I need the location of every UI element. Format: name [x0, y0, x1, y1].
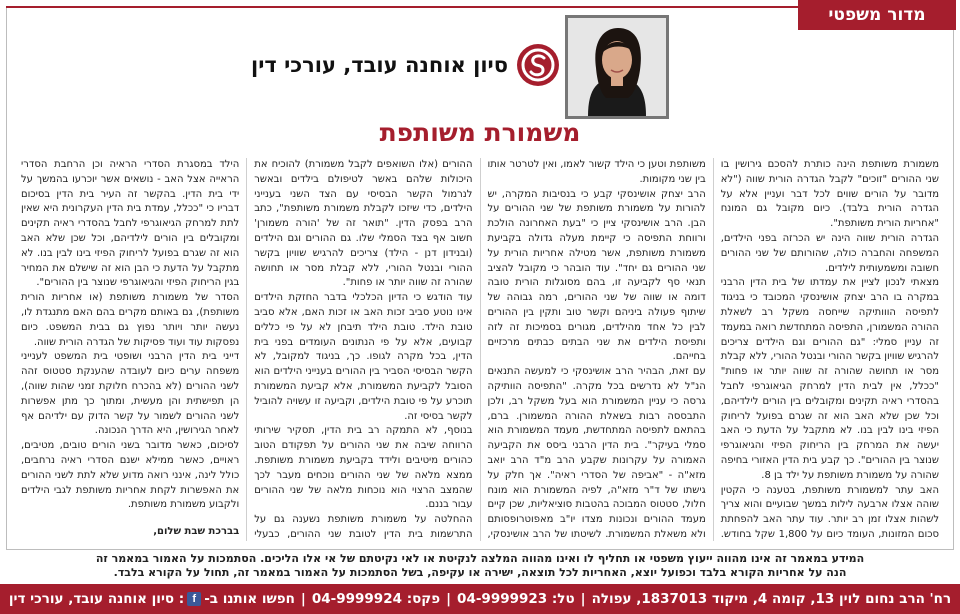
paragraph: האב עתר למשמורת משותפת, בטענה כי הקטין שוהה אצלו ארבעה לילות במשך שבועיים והוא צריך לשהות אצלו זמן רב יותר. עוד עתר האב להפחתת סכום המזונות, העומד כיום על 1,800 שקל בחודש.	[720, 484, 939, 540]
article-column-1	[713, 158, 946, 541]
paragraph: מצאתי לנכון לציין את עמדתו של בית הדין הרבני במקרה בו הרב יצחק אושינסקי המכובד כי בניגוד לתפיסה הווותיקה שייחסה משקל רב לשאלת ההורה המשמורן, התפיסה המתחדשת רואה במעמד זה עניין סמלי: "גם ההורים וגם הילדים צריכים להרגיש שוויון בקשר ההורי ובנטל ההורי, ללא קבלת מסר או תחושה שהורה זה שווה יותר או פחות" "ככלל, אין לבית הדין למרחק הגיאוגרפי לחבל בהסדרי ראיה תקינים ומקובלים בין הורים לילדיהם, וכל שכן שלא האב הוא זה שגרם בפועל לריחוק הפיזי בינו לבין בנו. לא מתקבל על הדעת כי האב יעשה את המרחק בין הריחוק הפיזי והגיאוגרפי שנוצר בין ההורים". כך קבע בית הדין האזורי בחיפה שהורה על משמורת משותפת על ילד בן 8.	[720, 277, 939, 481]
author-name: סיון אוחנה עובד, עורכי דין	[251, 53, 508, 77]
author-photo	[565, 15, 669, 119]
paragraph: הילד במסגרת הסדרי הראיה וכן הרחבת הסדרי הראייה אצל האב - נושאים אשר יוכרעו בהמשך על ידי בית הדין. בהקשר זה העיר בית הדין בסיכום דבריו כי "ככלל, עמדת בית הדין העקרונית היא שאין לתת למרחק הגיאוגרפי לחבל בהסדרי ראיה תקינים ומקובלים בין הורים לילדיהם, וכל שכן שלא האב הוא זה שגרם בפועל לריחוק הפיזי בינו לבין בנו. לא מתקבל על הדעת כי הבן הוא זה שישלם את המחיר בגין הריחוק הפיזי והגיאוגרפי שנוצר בין ההורים".	[21, 159, 240, 289]
facebook-icon[interactable]: f	[187, 592, 201, 606]
section-tag: מדור משפטי	[798, 0, 956, 30]
signoff	[21, 525, 239, 541]
footer-separator: |	[580, 591, 586, 607]
footer-separator: |	[446, 591, 452, 607]
section-rule	[6, 6, 798, 8]
footer-follow-prefix: חפשו אותנו ב-	[204, 591, 295, 607]
paragraph: עם זאת, הבהיר הרב אושינסקי כי למעשה התנאים הנ"ל לא נדרשים בכל מקרה. "התפיסה הוותיקה גרסה כי עניין המשמורת הוא בעל משקל רב, ולכן התבססה רבות בשאלת ההורה המשמורן. ברם, בהתאם לתפיסה המתחדשת, מעמד המשמורת הוא סמלי בעיקר". בית הדין הרבני ביסס את הקביעה האמורה על עקרונות שקבע הרב מ"ד הרב יואב מזא"ה - "אביפה של הסדרי ראיה". אך חלק על גישתו של ד"ר מזא"ה, לפיה המשמורת הוא מונח חלול, סטטוס המבוכה בהטבות סוציאליות, שכן קיים מעמד ההורים ונכונות מצדו יו"ב מאפוטרופסותם ולא משאלת המשמורת. לשיטתו של הרב אושינסקי,	[487, 366, 706, 540]
signoff-greeting: בברכת שבת שלום,	[153, 526, 240, 538]
paragraph: עוד הודגש כי הדיון הכלכלי בדבר החזקת הילדים אינו נוטע סביב זכות האב או זכות האם, אלא סביב טובת הילד. טובת הילד תיבחן לא על פי כללים קבועים, אלא על פי הנתונים העומדים בפני בית הדין, בכל מקרה לגופו. כך, בניגוד למקובל, לא הקשר הבסיסי הסביר בין ההורים בענייני הילדים הוא הסובל לקביעת המשמורת, אלא קביעת המשמורת תוכרע על פי טובת הילדים, וקביעה זו עשויה להוביל לקשר בסיסי זה.	[254, 292, 473, 422]
legal-disclaimer	[10, 552, 950, 580]
paragraph: הגדרה הורית שווה הינה יש הכרזה בפני הילדים, המשפחה והחברה כולה, שהורותם של שני ההורים חשובה ומשמעותית לילדים.	[720, 232, 939, 274]
footer-fax: פקס: 04-9999924	[311, 591, 441, 607]
paragraph: משותפת וטען כי הילד קשור לאמו, ואין לטרטר אותו בין שני מקומות.	[487, 159, 706, 185]
article-column-2	[480, 158, 713, 541]
paragraph: לסיכום, כאשר מדובר בשני הורים טובים, מטיבים, ראויים, כאשר ממילא ישנם הסדרי ראיה נרחבים, כולל לינה, אינני רואה מדוע שלא לתת לשני ההורים את האפשרות לקחת אחריות משותפת לגבי הילדים ולקבוע משמורת משותפת.	[21, 440, 240, 511]
disclaimer-line: הנה על אחריות הקורא בלבד וכפועל יוצא, האחריות לכל תוצאה, ישירה או עקיפה, בשל הסתמכות על האמור במאמר זה, תחול על הקורא בלבד.	[113, 566, 847, 579]
contact-footer	[0, 584, 960, 614]
signoff-signature	[21, 540, 239, 541]
paragraph: ההחלטה על משמורת משותפת נשענה גם על התרשמות בית הדין לטובת שני ההורים, כבעלי	[254, 514, 473, 540]
paragraph: משמורת משותפת הינה כותרת להסכם גירושין בו שני ההורים "זוכים" לקבל הגדרה הורית שווה ("לא מדובר על הורים שווים לכל דבר ועניין אלא על הגדרה הורית בלבד). כיום מקובל גם המונח "אחריות הורית משותפת".	[720, 159, 939, 230]
paragraph: בנוסף, לא התמקה רב בית הדין, תסקיר שירותי הרווחה שיבה את שני ההורים על תפקודם הטוב כהורים מיטיבים ולידד בקביעת משמורת משותפת. ממצא מלאה של שני ההורים נוכחים מעבר לכך שהמצב הרצוי הוא נוכחות מלאה של שני ההורים עבור בננם.	[254, 425, 473, 511]
article-body	[14, 158, 946, 541]
footer-address: רח' הרב נחום לוין 13, קומה 4, מיקוד 1837013, עפולה	[591, 591, 952, 607]
article-headline: משמורת משותפת	[379, 118, 581, 147]
paragraph: ההורים (אלו השואפים לקבל משמורת) להוכיח את היכולות שלהם באשר לטיפולם בילדים ובאשר לנרמול הקשר הבסיסי עם הצד השני בענייני הילדים, כדי שיזכו לקבלת משמורת משותפת", כתב הרב בפסק הדין. "תואר זה של 'הורה משמורן' חשוב אף בצד הסמלי שלו. גם ההורים וגם הילדים (ובנידון דנן - הילד) צריכים להרגיש שוויון בקשר ההורי ובנטל ההורי, ללא קבלת מסר או תחושה שהורה זה שווה יותר או פחות".	[254, 159, 473, 289]
article-column-4	[14, 158, 246, 541]
author-block	[251, 35, 560, 95]
paragraph: דייני בית הדין הרבני ושופטי בית המשפט לענייני משפחה ערים כיום לעובדה שהענקת סטטוס זהה לשני ההורים (לא בהכרח חלוקת זמני שהות שווה), הן תפישתית והן מעשית, ומתוך כך מתן אפשרות לשני ההורים לשמור על קשר הדוק עם ילדיהם אף לאחר הגירושין, היא הדרך הנכונה.	[21, 351, 240, 437]
article-column-3	[246, 158, 479, 541]
firm-logo-icon	[516, 43, 560, 87]
disclaimer-line: המידע במאמר זה אינו מהווה ייעוץ משפטי או תחליף לו ואינו מהווה המלצה לנקיטת או לאי נקיטתם של אי אלו הליכים. הסתמכות על האמור במאמר זה	[95, 552, 865, 565]
paragraph: הרב יצחק אושינסקי קבע כי בנסיבות המקרה, יש להורות על משמורת משותפת של שני ההורים על הבן. הרב אושינסקי ציין כי "בעת האחרונה הולכת ורווחת התפיסה כי קיימת מעלה גדולה בקביעת משמורת משותפת, אשר מטילה אחריות הורית על שני ההורים גם יחד". עוד הובהר כי מקובל להציב תנאי סף לקביעה זו, בהם מסוגלות הורית טובה דומה או שווה של שני ההורים, רמה גבוהה של שיתוף פעולה ביניהם וקשר טוב ותקין בין ההורים לבין כל אחד מהילדים, מגורים בסמיכות זה לזה ותפיסת הילדים את שני הבתים כבתים מרכזיים בחייהם.	[487, 188, 706, 363]
footer-separator: |	[300, 591, 306, 607]
paragraph: הסדר של משמורת משותפת (או אחריות הורית משותפת), גם באותם מקרים בהם האם מתנגדת לו, נעשה יותר ויותר נפוץ גם בבית המשפט. כיום נפסקות עוד ועוד פסיקות של הגדרה הורית שווה.	[21, 292, 240, 348]
footer-phone: טל: 04-9999923	[457, 591, 575, 607]
footer-follow-name: : סיון אוחנה עובד, עורכי דין	[8, 591, 185, 607]
